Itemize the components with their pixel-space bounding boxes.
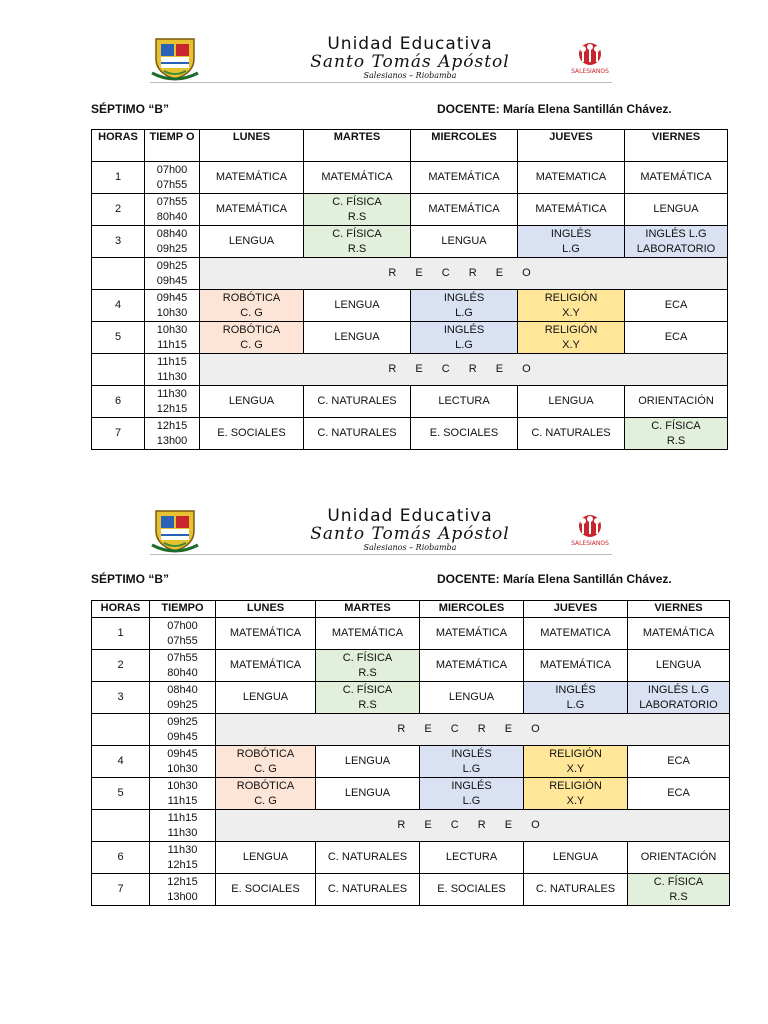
time-cell: [145, 226, 200, 258]
time-cell: [145, 354, 200, 386]
subject-name: C. FÍSICA: [332, 195, 382, 208]
subject-name: MATEMÁTICA: [229, 627, 302, 639]
subject-name: MATEMÁTICA: [215, 203, 288, 215]
subject-cell: [625, 290, 728, 322]
header-row: [92, 601, 730, 618]
subject-cell: [316, 778, 420, 810]
subject-name: INGLÉS L.G: [645, 227, 707, 240]
header-jueves: JUEVES: [524, 601, 628, 618]
hour-cell: 6: [92, 386, 145, 418]
schedule-row: [92, 650, 730, 682]
subject-cell: [200, 162, 304, 194]
header-lunes: LUNES: [200, 130, 304, 162]
subject-name: C. FÍSICA: [651, 419, 701, 432]
schedule-row: [92, 682, 730, 714]
subject-name: C. NATURALES: [535, 883, 616, 895]
time-end: 07h55: [156, 178, 188, 191]
subject-cell: [524, 874, 628, 906]
subject-cell: [216, 618, 316, 650]
teacher-label: DOCENTE: María Elena Santillán Chávez.: [437, 572, 672, 586]
hour-cell: 2: [92, 650, 150, 682]
time-start: 07h00: [167, 619, 198, 632]
subject-name: C. NATURALES: [327, 851, 408, 863]
subject-cell: [411, 418, 518, 450]
time-end: 11h15: [167, 794, 198, 807]
subject-cell: [216, 682, 316, 714]
hour-cell: 1: [92, 618, 150, 650]
subject-detail: C. G: [240, 306, 263, 319]
hour-cell: 5: [92, 778, 150, 810]
subject-detail: L.G: [462, 762, 481, 775]
recess-cell: R E C R E O: [200, 354, 728, 386]
subject-name: LENGUA: [228, 395, 275, 407]
hour-cell: 2: [92, 194, 145, 226]
subject-cell: [200, 194, 304, 226]
subject-name: E. SOCIALES: [231, 883, 300, 895]
subject-name: ORIENTACIÓN: [640, 851, 717, 863]
time-cell: [150, 682, 216, 714]
subject-name: MATEMÁTICA: [331, 627, 404, 639]
subject-name: C. NATURALES: [317, 427, 397, 439]
subject-cell: [420, 682, 524, 714]
subject-name: INGLÉS: [451, 779, 492, 792]
subject-cell: [304, 290, 411, 322]
schedule-table: [91, 129, 728, 450]
schedule-row: [92, 618, 730, 650]
hour-cell: 1: [92, 162, 145, 194]
schedule-row: [92, 778, 730, 810]
subject-name: C. FÍSICA: [653, 875, 704, 888]
time-start: 10h30: [167, 779, 198, 792]
subject-detail: L.G: [562, 242, 580, 255]
subject-cell: [518, 226, 625, 258]
subject-name: LENGUA: [344, 787, 391, 799]
subject-cell: [200, 418, 304, 450]
school-header: [150, 507, 616, 557]
subject-cell: [420, 874, 524, 906]
time-start: 07h55: [167, 651, 198, 664]
subject-cell: [524, 650, 628, 682]
header-tiempo: TIEMP O: [145, 130, 200, 162]
time-start: 11h15: [167, 811, 198, 824]
subject-name: C. NATURALES: [531, 427, 611, 439]
subject-name: ORIENTACIÓN: [638, 395, 714, 407]
hour-cell: [92, 810, 150, 842]
schedule-meta: [91, 102, 731, 118]
subject-cell: [518, 418, 625, 450]
subject-name: MATEMÁTICA: [539, 659, 612, 671]
subject-name: ECA: [667, 755, 690, 767]
subject-cell: [628, 842, 730, 874]
subject-detail: R.S: [666, 434, 686, 447]
subject-cell: [411, 194, 518, 226]
time-end: 09h45: [156, 274, 188, 287]
subject-cell: [216, 778, 316, 810]
schedule-row: [92, 386, 728, 418]
recess-cell: R E C R E O: [216, 714, 730, 746]
subject-cell: [628, 682, 730, 714]
time-start: 09h45: [156, 291, 188, 304]
subject-name: ECA: [664, 331, 688, 343]
time-end: 10h30: [167, 762, 198, 775]
subject-cell: [524, 682, 628, 714]
subject-name: LECTURA: [445, 851, 498, 863]
subject-name: MATEMATICA: [535, 171, 607, 183]
subject-detail: L.G: [462, 794, 481, 807]
subject-name: LENGUA: [242, 851, 289, 863]
subject-cell: [518, 290, 625, 322]
time-end: 11h15: [157, 338, 187, 351]
school-name-line2: Santo Tomás Apóstol: [310, 52, 510, 72]
teacher-label: DOCENTE: María Elena Santillán Chávez.: [437, 102, 672, 116]
header-horas: HORAS: [92, 601, 150, 618]
subject-name: INGLÉS: [555, 683, 596, 696]
subject-name: ROBÓTICA: [222, 291, 281, 304]
time-cell: [145, 290, 200, 322]
subject-detail: C. G: [254, 762, 277, 775]
hour-cell: 7: [92, 418, 145, 450]
header-miercoles: MIERCOLES: [411, 130, 518, 162]
grade-label: SÉPTIMO “B”: [91, 102, 170, 116]
time-end: 11h30: [167, 826, 198, 839]
hour-cell: 3: [92, 226, 145, 258]
header-miercoles: MIERCOLES: [420, 601, 524, 618]
school-name-line2: Santo Tomás Apóstol: [310, 524, 510, 544]
subject-cell: [316, 650, 420, 682]
header-lunes: LUNES: [216, 601, 316, 618]
subject-detail: X.Y: [562, 306, 580, 319]
time-start: 11h30: [167, 843, 198, 856]
hour-cell: 3: [92, 682, 150, 714]
schedule-row: [92, 322, 728, 354]
time-end: 80h40: [167, 666, 198, 679]
time-cell: [145, 194, 200, 226]
recess-row: [92, 258, 728, 290]
subject-cell: [625, 322, 728, 354]
subject-cell: [200, 290, 304, 322]
subject-cell: [518, 194, 625, 226]
subject-name: MATEMÁTICA: [428, 203, 500, 215]
time-end: 13h00: [167, 890, 198, 903]
subject-detail: X.Y: [562, 338, 580, 351]
salesianos-logo-icon: [568, 512, 612, 552]
subject-name: MATEMÁTICA: [215, 171, 288, 183]
school-name: [250, 35, 570, 80]
subject-name: MATEMÁTICA: [321, 171, 393, 183]
time-cell: [145, 162, 200, 194]
subject-cell: [628, 746, 730, 778]
school-crest-icon: [150, 35, 200, 81]
header-jueves: JUEVES: [518, 130, 625, 162]
recess-row: [92, 714, 730, 746]
subject-cell: [518, 386, 625, 418]
subject-detail: R.S: [669, 890, 688, 903]
schedule-row: [92, 746, 730, 778]
subject-cell: [304, 322, 411, 354]
subject-cell: [411, 322, 518, 354]
schedule-row: [92, 162, 728, 194]
subject-name: E. SOCIALES: [437, 883, 506, 895]
school-name-line3: Salesianos – Riobamba: [363, 543, 457, 552]
subject-cell: [216, 650, 316, 682]
time-cell: [145, 322, 200, 354]
subject-name: ROBÓTICA: [236, 779, 295, 792]
subject-name: MATEMÁTICA: [640, 171, 712, 183]
hour-cell: 4: [92, 746, 150, 778]
school-name-line1: Unidad Educativa: [327, 506, 493, 526]
time-end: 12h15: [156, 402, 188, 415]
subject-name: LENGUA: [334, 331, 380, 343]
subject-detail: R.S: [358, 698, 377, 711]
time-cell: [150, 778, 216, 810]
subject-cell: [518, 322, 625, 354]
subject-cell: [524, 842, 628, 874]
subject-name: LENGUA: [242, 691, 289, 703]
subject-detail: L.G: [566, 698, 585, 711]
subject-cell: [628, 618, 730, 650]
school-crest-icon: [150, 507, 200, 553]
time-start: 12h15: [156, 419, 188, 432]
subject-cell: [524, 778, 628, 810]
time-start: 07h00: [156, 163, 188, 176]
header-martes: MARTES: [316, 601, 420, 618]
subject-cell: [316, 842, 420, 874]
recess-cell: R E C R E O: [200, 258, 728, 290]
subject-cell: [625, 386, 728, 418]
subject-name: ECA: [664, 299, 688, 311]
subject-cell: [216, 842, 316, 874]
subject-cell: [524, 618, 628, 650]
header-martes: MARTES: [304, 130, 411, 162]
subject-name: E. SOCIALES: [217, 427, 286, 439]
subject-detail: X.Y: [566, 794, 585, 807]
subject-name: MATEMATICA: [540, 627, 611, 639]
subject-detail: L.G: [455, 306, 473, 319]
subject-name: E. SOCIALES: [429, 427, 499, 439]
time-end: 09h25: [167, 698, 198, 711]
recess-cell: R E C R E O: [216, 810, 730, 842]
time-end: 10h30: [156, 306, 188, 319]
header-rule: [150, 554, 612, 555]
schedule-row: [92, 842, 730, 874]
subject-detail: L.G: [455, 338, 473, 351]
subject-detail: C. G: [240, 338, 263, 351]
subject-detail: X.Y: [566, 762, 585, 775]
subject-cell: [625, 418, 728, 450]
subject-cell: [628, 650, 730, 682]
subject-cell: [316, 874, 420, 906]
time-end: 80h40: [156, 210, 188, 223]
time-cell: [145, 258, 200, 290]
hour-cell: [92, 258, 145, 290]
schedule-row: [92, 194, 728, 226]
subject-cell: [200, 386, 304, 418]
subject-name: RELIGIÓN: [549, 747, 602, 760]
subject-name: C. FÍSICA: [332, 227, 382, 240]
hour-cell: 4: [92, 290, 145, 322]
subject-name: LENGUA: [228, 235, 275, 247]
subject-name: INGLÉS: [443, 291, 485, 304]
subject-cell: [304, 194, 411, 226]
recess-row: [92, 810, 730, 842]
subject-cell: [411, 386, 518, 418]
time-cell: [150, 842, 216, 874]
subject-detail: R.S: [347, 210, 367, 223]
hour-cell: 6: [92, 842, 150, 874]
subject-cell: [420, 618, 524, 650]
subject-name: LENGUA: [653, 203, 699, 215]
time-cell: [150, 618, 216, 650]
subject-cell: [411, 226, 518, 258]
subject-detail: R.S: [347, 242, 367, 255]
subject-detail: LABORATORIO: [639, 698, 718, 711]
schedule-row: [92, 226, 728, 258]
schedule-table: [91, 600, 730, 906]
subject-name: LENGUA: [448, 691, 495, 703]
time-end: 12h15: [167, 858, 198, 871]
subject-cell: [411, 162, 518, 194]
header-tiempo: TIEMPO: [150, 601, 216, 618]
time-start: 09h25: [167, 715, 198, 728]
subject-name: LECTURA: [438, 395, 490, 407]
time-start: 09h45: [167, 747, 198, 760]
subject-name: LENGUA: [334, 299, 380, 311]
subject-name: ECA: [667, 787, 690, 799]
subject-detail: R.S: [358, 666, 377, 679]
schedule-row: [92, 290, 728, 322]
time-cell: [150, 874, 216, 906]
subject-name: MATEMÁTICA: [229, 659, 302, 671]
school-name: [250, 507, 570, 552]
svg-text:SALESIANOS: SALESIANOS: [571, 68, 609, 75]
subject-cell: [411, 290, 518, 322]
subject-cell: [628, 874, 730, 906]
time-end: 09h25: [156, 242, 188, 255]
subject-cell: [316, 682, 420, 714]
time-start: 08h40: [167, 683, 198, 696]
subject-name: MATEMÁTICA: [535, 203, 607, 215]
time-start: 09h25: [156, 259, 188, 272]
subject-cell: [420, 778, 524, 810]
subject-cell: [304, 418, 411, 450]
subject-name: INGLÉS: [451, 747, 492, 760]
subject-cell: [200, 322, 304, 354]
school-header: [150, 35, 616, 85]
subject-name: MATEMÁTICA: [435, 627, 508, 639]
hour-cell: 7: [92, 874, 150, 906]
school-name-line1: Unidad Educativa: [327, 34, 493, 54]
time-cell: [150, 650, 216, 682]
subject-name: LENGUA: [344, 755, 391, 767]
subject-name: MATEMÁTICA: [428, 171, 500, 183]
time-start: 10h30: [156, 323, 188, 336]
subject-cell: [420, 746, 524, 778]
subject-name: LENGUA: [552, 851, 599, 863]
subject-name: MATEMÁTICA: [642, 627, 715, 639]
header-rule: [150, 82, 612, 83]
subject-cell: [316, 746, 420, 778]
subject-cell: [420, 842, 524, 874]
subject-detail: LABORATORIO: [636, 242, 716, 255]
time-start: 07h55: [156, 195, 188, 208]
svg-text:SALESIANOS: SALESIANOS: [571, 540, 609, 547]
time-start: 08h40: [156, 227, 188, 240]
subject-cell: [216, 746, 316, 778]
salesianos-logo-icon: [568, 40, 612, 80]
time-cell: [150, 746, 216, 778]
time-end: 07h55: [167, 634, 198, 647]
subject-cell: [216, 874, 316, 906]
subject-name: LENGUA: [655, 659, 702, 671]
subject-cell: [524, 746, 628, 778]
time-cell: [145, 418, 200, 450]
subject-detail: C. G: [254, 794, 277, 807]
schedule-row: [92, 418, 728, 450]
hour-cell: [92, 354, 145, 386]
subject-name: C. FÍSICA: [342, 683, 393, 696]
subject-cell: [625, 162, 728, 194]
header-horas: HORAS: [92, 130, 145, 162]
subject-name: C. FÍSICA: [342, 651, 393, 664]
grade-label: SÉPTIMO “B”: [91, 572, 170, 586]
time-end: 11h30: [157, 370, 187, 383]
subject-name: RELIGIÓN: [544, 323, 598, 336]
subject-cell: [625, 226, 728, 258]
subject-cell: [200, 226, 304, 258]
time-start: 11h30: [157, 387, 187, 400]
subject-cell: [518, 162, 625, 194]
subject-name: C. NATURALES: [327, 883, 408, 895]
subject-cell: [304, 226, 411, 258]
time-end: 09h45: [167, 730, 198, 743]
subject-cell: [304, 386, 411, 418]
header-row: [92, 130, 728, 162]
subject-cell: [304, 162, 411, 194]
hour-cell: 5: [92, 322, 145, 354]
subject-name: MATEMÁTICA: [435, 659, 508, 671]
school-name-line3: Salesianos – Riobamba: [363, 71, 457, 80]
header-viernes: VIERNES: [628, 601, 730, 618]
time-end: 13h00: [156, 434, 188, 447]
time-cell: [150, 810, 216, 842]
subject-name: ROBÓTICA: [222, 323, 281, 336]
recess-row: [92, 354, 728, 386]
subject-cell: [628, 778, 730, 810]
schedule-row: [92, 874, 730, 906]
time-start: 12h15: [167, 875, 198, 888]
subject-name: RELIGIÓN: [544, 291, 598, 304]
hour-cell: [92, 714, 150, 746]
time-start: 11h15: [157, 355, 187, 368]
subject-cell: [420, 650, 524, 682]
subject-name: C. NATURALES: [317, 395, 397, 407]
subject-name: LENGUA: [441, 235, 487, 247]
subject-name: INGLÉS: [443, 323, 485, 336]
subject-cell: [316, 618, 420, 650]
time-cell: [150, 714, 216, 746]
subject-name: INGLÉS L.G: [647, 683, 710, 696]
subject-name: RELIGIÓN: [549, 779, 602, 792]
subject-cell: [625, 194, 728, 226]
subject-name: INGLÉS: [550, 227, 592, 240]
header-viernes: VIERNES: [625, 130, 728, 162]
schedule-meta: [91, 572, 731, 588]
subject-name: LENGUA: [548, 395, 594, 407]
time-cell: [145, 386, 200, 418]
subject-name: ROBÓTICA: [236, 747, 295, 760]
